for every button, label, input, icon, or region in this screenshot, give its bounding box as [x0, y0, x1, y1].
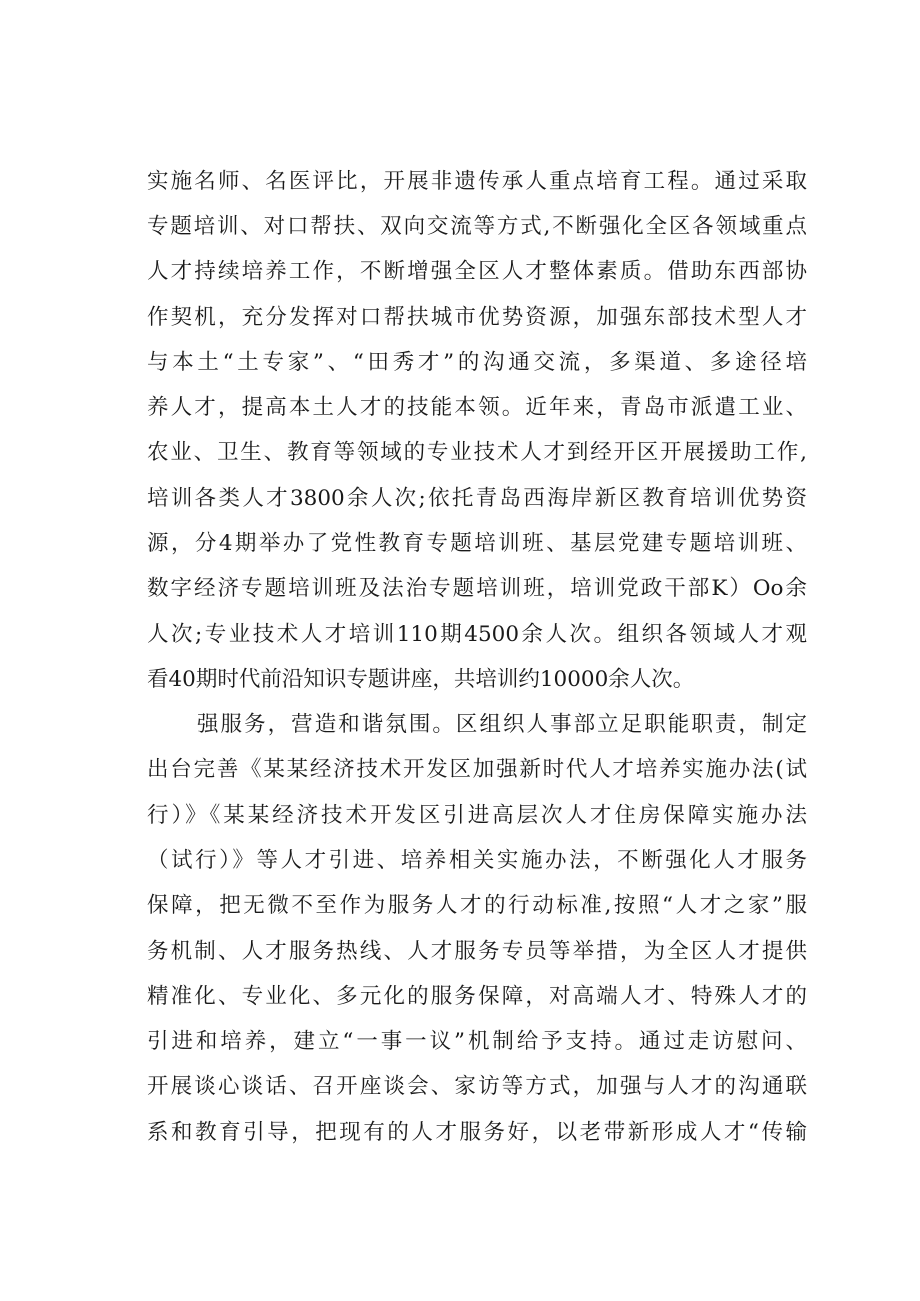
text-line: 数字经济专题培训班及法治专题培训班，培训党政干部K）Oo余 [147, 576, 807, 601]
text-line: 农业、卫生、教育等领域的专业技术人才到经开区开展援助工作, [147, 440, 807, 465]
text-line: 源，分4期举办了党性教育专题培训班、基层党建专题培训班、 [147, 531, 807, 556]
text-line: 看40期时代前沿知识专题讲座，共培训约10000余人次。 [147, 667, 695, 692]
text-line: 培训各类人才3800余人次;依托青岛西海岸新区教育培训优势资 [147, 486, 807, 511]
text-line: （试行）》等人才引进、培养相关实施办法，不断强化人才服务 [147, 848, 807, 873]
text-line: 强服务，营造和谐氛围。区组织人事部立足职能职责，制定 [197, 712, 807, 737]
text-line: 精准化、专业化、多元化的服务保障，对高端人才、特殊人才的 [147, 984, 807, 1009]
text-line: 引进和培养，建立“一事一议”机制给予支持。通过走访慰问、 [147, 1029, 807, 1054]
text-line: 养人才，提高本土人才的技能本领。近年来，青岛市派遣工业、 [147, 395, 807, 420]
text-line: 人次;专业技术人才培训110期4500余人次。组织各领域人才观 [147, 622, 807, 647]
text-line: 系和教育引导，把现有的人才服务好，以老带新形成人才“传输 [147, 1120, 807, 1145]
text-line: 专题培训、对口帮扶、双向交流等方式,不断强化全区各领域重点 [147, 214, 807, 239]
text-line: 作契机，充分发挥对口帮扶城市优势资源，加强东部技术型人才 [147, 305, 807, 330]
text-line: 行）》《某某经济技术开发区引进高层次人才住房保障实施办法 [147, 803, 807, 828]
text-line: 与本土“土专家”、“田秀才”的沟通交流，多渠道、多途径培 [147, 350, 807, 375]
text-line: 出台完善《某某经济技术开发区加强新时代人才培养实施办法(试 [147, 757, 807, 782]
text-line: 实施名师、名医评比，开展非遗传承人重点培育工程。通过采取 [147, 169, 807, 194]
text-line: 务机制、人才服务热线、人才服务专员等举措，为全区人才提供 [147, 939, 807, 964]
text-line: 人才持续培养工作，不断增强全区人才整体素质。借助东西部协 [147, 259, 807, 284]
text-line: 开展谈心谈话、召开座谈会、家访等方式，加强与人才的沟通联 [147, 1074, 807, 1099]
text-line: 保障，把无微不至作为服务人才的行动标准,按照“人才之家”服 [147, 893, 807, 918]
